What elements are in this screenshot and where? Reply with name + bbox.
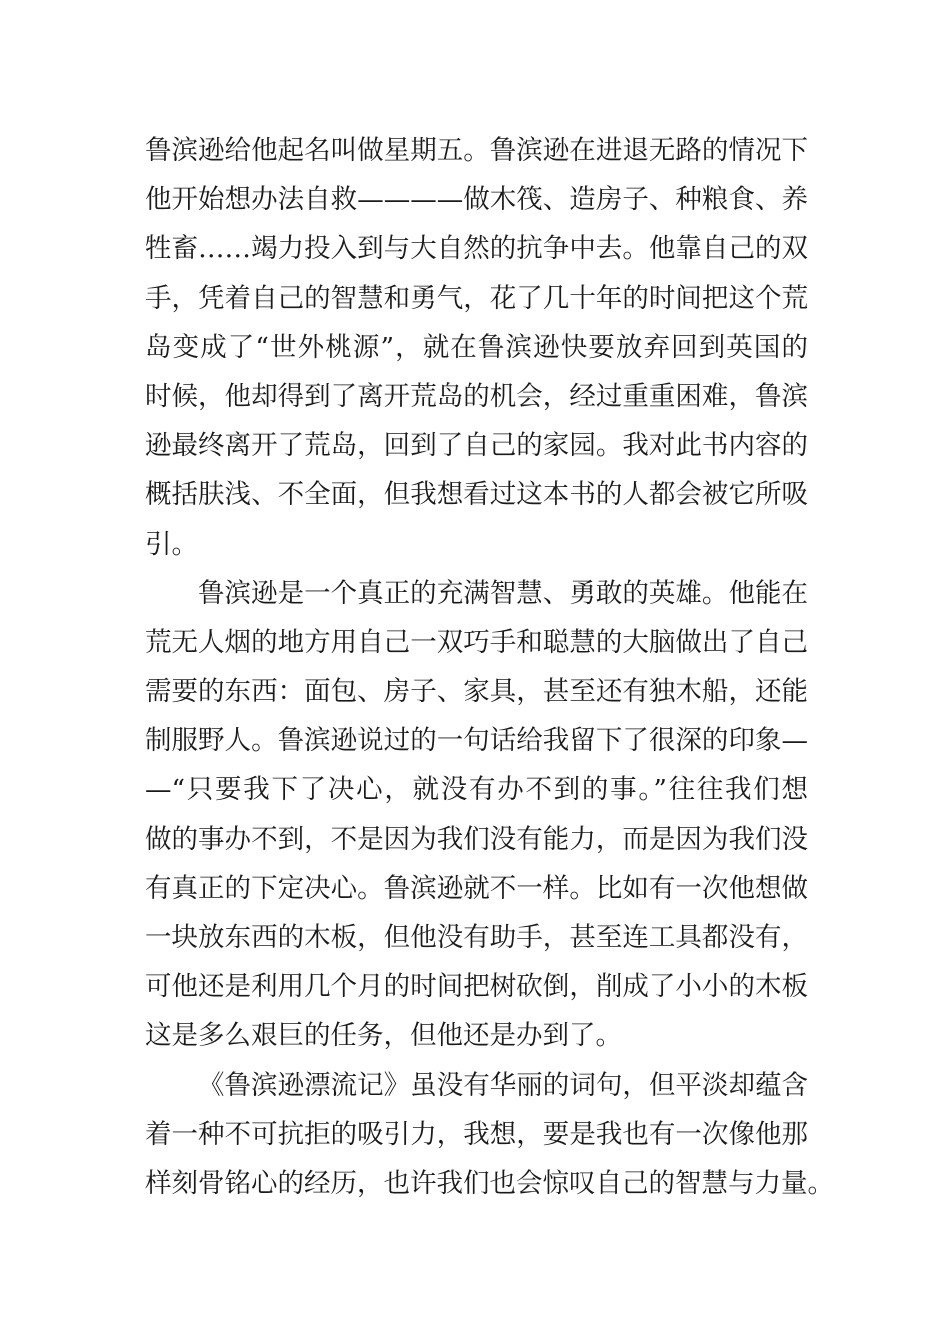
text-line: 逊最终离开了荒岛，回到了自己的家园。我对此书内容的 [145, 430, 808, 462]
text-line: 鲁滨逊给他起名叫做星期五。鲁滨逊在进退无路的情况下 [145, 135, 808, 166]
text-line: 荒无人烟的地方用自己一双巧手和聪慧的大脑做出了自己 [145, 626, 808, 658]
paragraph-start-line: 鲁滨逊是一个真正的充满智慧、勇敢的英雄。他能在 [198, 577, 808, 609]
document-body [145, 126, 834, 1208]
text-line: 这是多么艰巨的任务，但他还是办到了。 [145, 1020, 622, 1052]
text-line: 样刻骨铭心的经历，也许我们也会惊叹自己的智慧与力量。 [145, 1167, 834, 1199]
text-line: 手，凭着自己的智慧和勇气，花了几十年的时间把这个荒 [145, 282, 808, 314]
text-line: 概括肤浅、不全面，但我想看过这本书的人都会被它所吸 [145, 479, 808, 511]
text-line: 他开始想办法自救————做木筏、造房子、种粮食、养 [145, 184, 808, 216]
text-line: —“只要我下了决心，就没有办不到的事。”往往我们想 [145, 774, 808, 806]
text-line: 牲畜……竭力投入到与大自然的抗争中去。他靠自己的双 [145, 233, 808, 265]
text-line: 做的事办不到，不是因为我们没有能力，而是因为我们没 [145, 823, 808, 855]
text-line: 一块放东西的木板，但他没有助手，甚至连工具都没有， [145, 922, 808, 953]
text-line: 着一种不可抗拒的吸引力，我想，要是我也有一次像他那 [145, 1118, 808, 1150]
text-line: 引。 [145, 528, 198, 560]
text-line: 岛变成了“世外桃源”，就在鲁滨逊快要放弃回到英国的 [145, 331, 808, 363]
text-line: 有真正的下定决心。鲁滨逊就不一样。比如有一次他想做 [145, 872, 808, 904]
text-line: 需要的东西：面包、房子、家具，甚至还有独木船，还能 [145, 676, 808, 708]
text-line: 制服野人。鲁滨逊说过的一句话给我留下了很深的印象— [145, 725, 808, 757]
paragraph-start-line: 《鲁滨逊漂流记》虽没有华丽的词句，但平淡却蕴含 [198, 1069, 808, 1101]
text-line: 时候，他却得到了离开荒岛的机会，经过重重困难，鲁滨 [145, 380, 808, 412]
text-line: 可他还是利用几个月的时间把树砍倒，削成了小小的木板 [145, 971, 808, 1003]
